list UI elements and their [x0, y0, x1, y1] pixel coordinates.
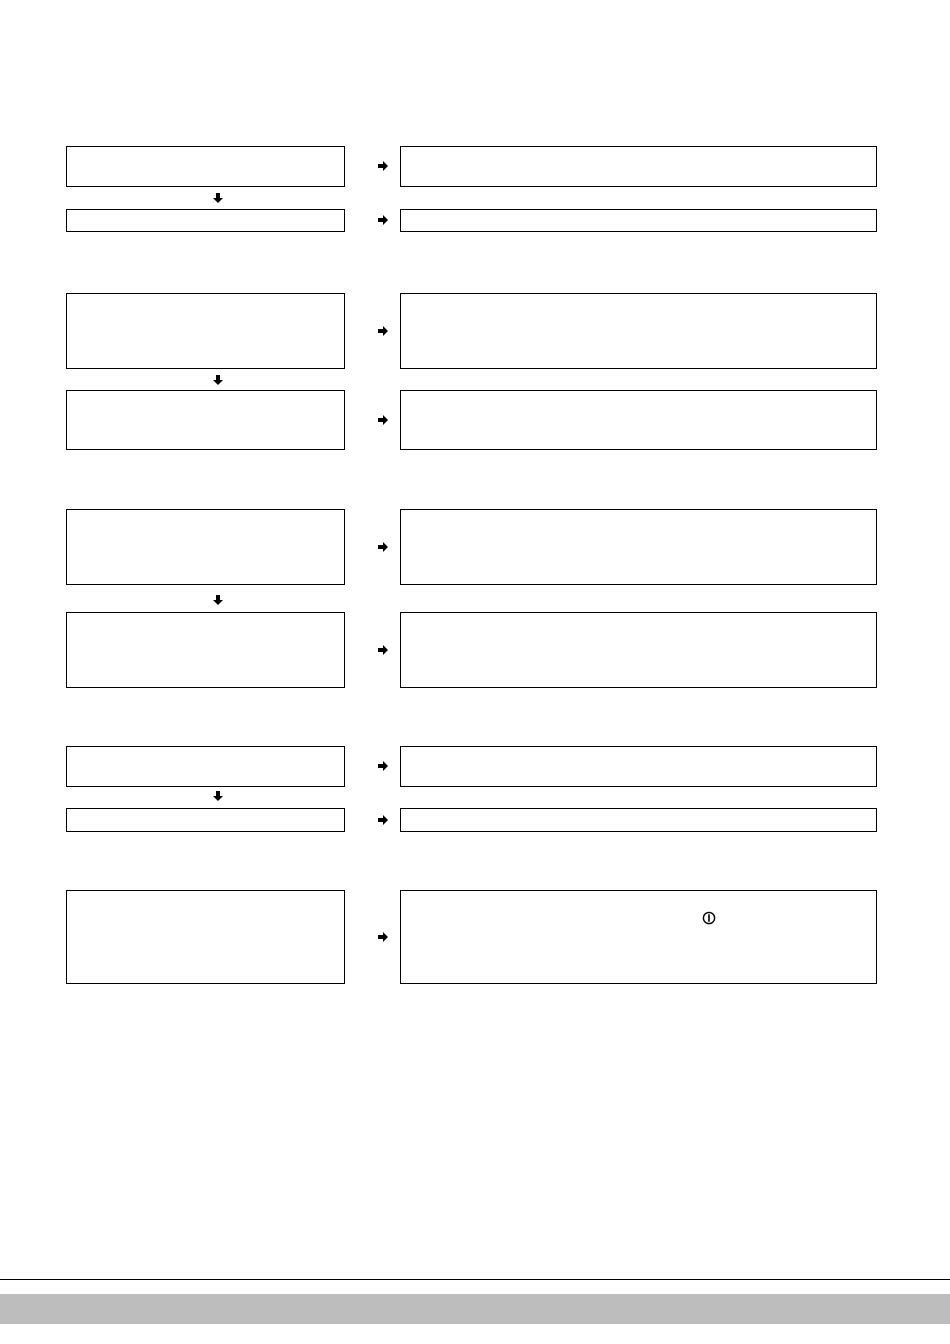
step-box: [66, 146, 345, 187]
power-symbol-icon: [702, 911, 716, 925]
step-box: [66, 746, 345, 787]
result-box: [400, 293, 877, 369]
down-arrow-icon: [212, 374, 224, 386]
down-arrow-icon: [212, 790, 224, 802]
right-arrow-icon: [377, 160, 389, 172]
right-arrow-icon: [377, 414, 389, 426]
result-box: [400, 746, 877, 787]
step-box: [66, 808, 345, 832]
step-box: [66, 612, 345, 688]
step-box: [66, 509, 345, 585]
right-arrow-icon: [377, 214, 389, 226]
right-arrow-icon: [377, 644, 389, 656]
result-box: [400, 146, 877, 187]
result-box: [400, 808, 877, 832]
right-arrow-icon: [377, 814, 389, 826]
step-box: [66, 390, 345, 450]
right-arrow-icon: [377, 325, 389, 337]
result-box: [400, 890, 877, 984]
right-arrow-icon: [377, 541, 389, 553]
step-box: [66, 293, 345, 369]
footer-band: [0, 1294, 950, 1324]
right-arrow-icon: [377, 760, 389, 772]
footer-rule: [0, 1279, 950, 1280]
step-box: [66, 890, 345, 984]
right-arrow-icon: [377, 931, 389, 943]
down-arrow-icon: [212, 192, 224, 204]
step-box: [66, 209, 345, 232]
result-box: [400, 209, 877, 232]
result-box: [400, 509, 877, 585]
down-arrow-icon: [212, 594, 224, 606]
result-box: [400, 390, 877, 450]
result-box: [400, 612, 877, 688]
